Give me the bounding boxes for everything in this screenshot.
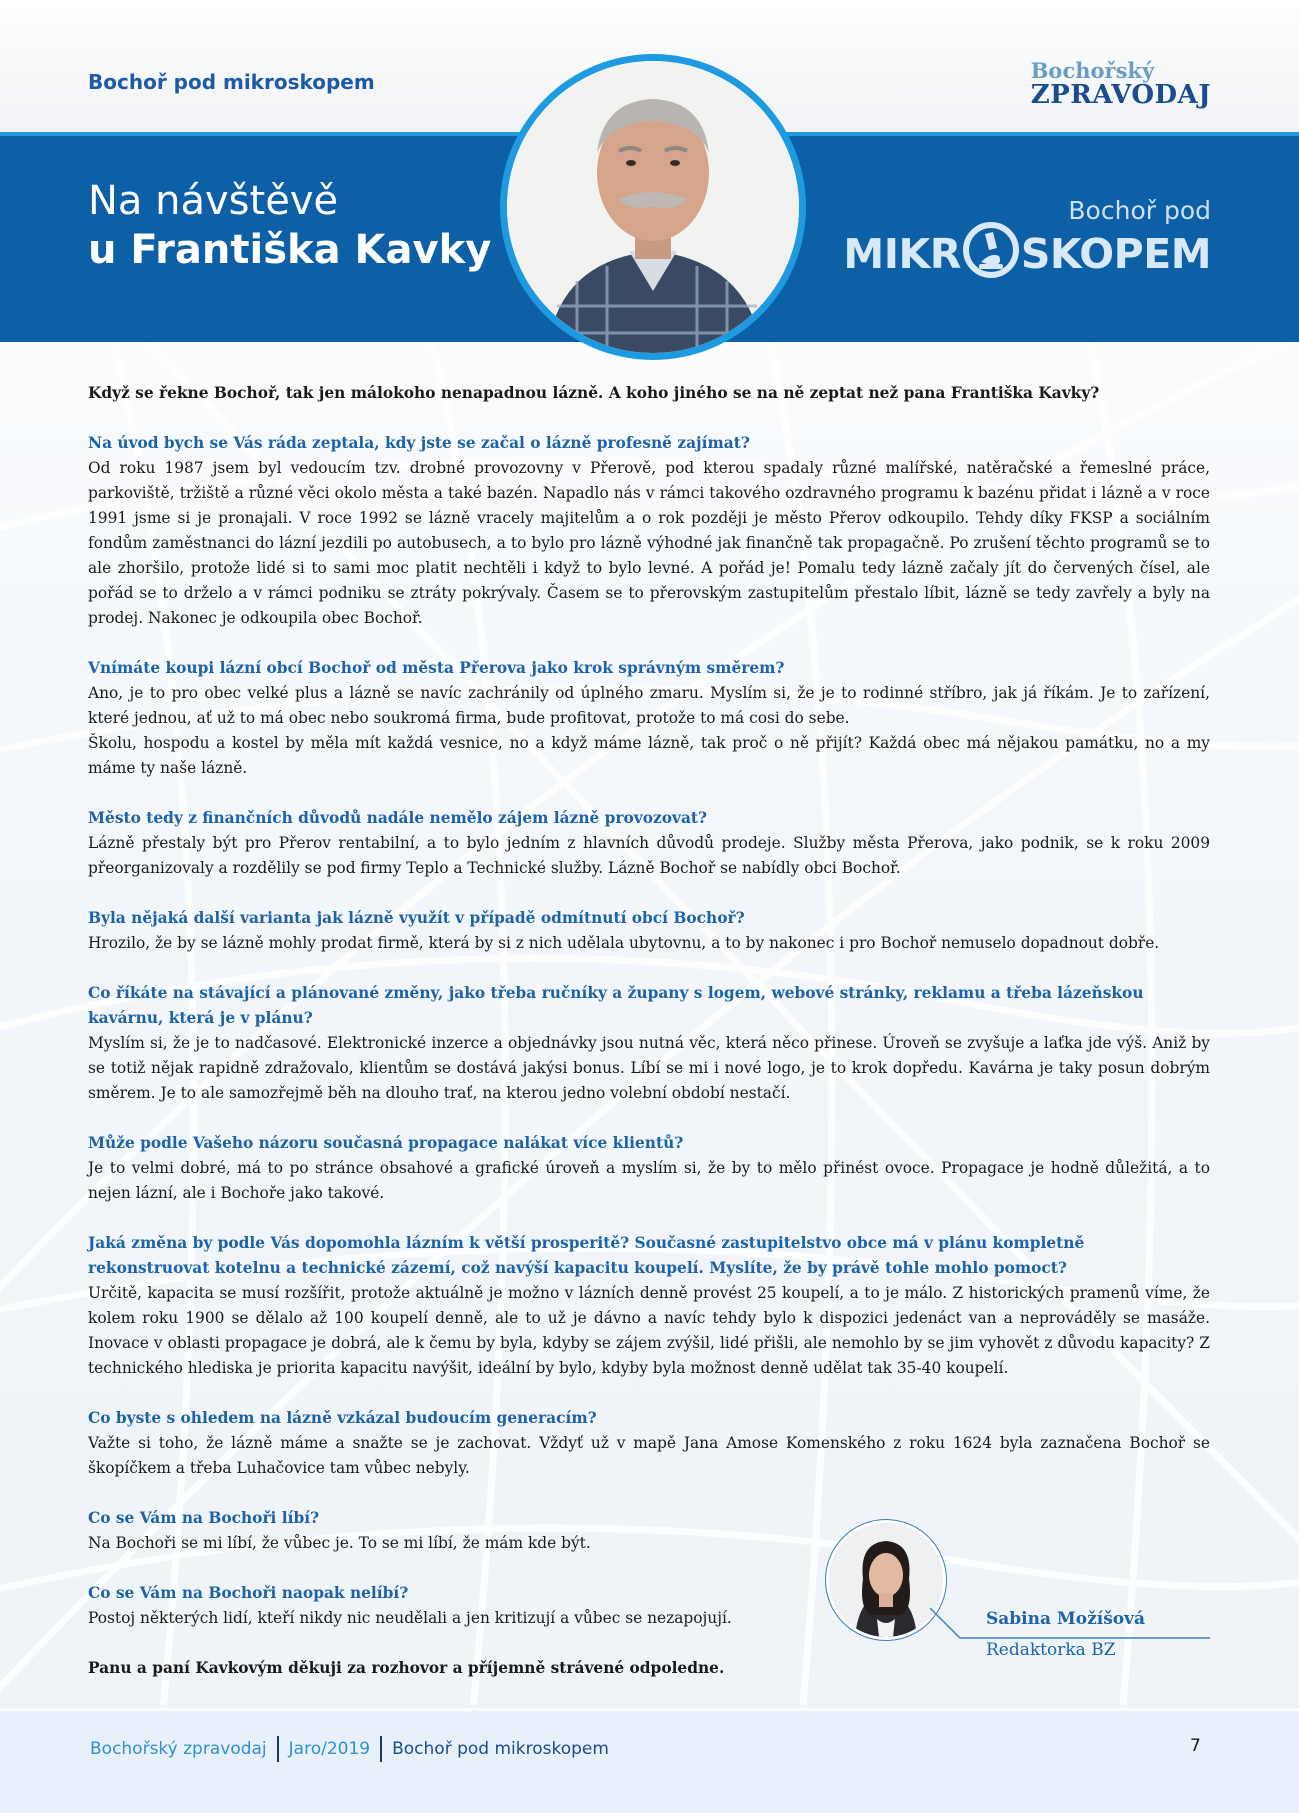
microscope-icon	[963, 222, 1019, 278]
qa-list	[88, 431, 1210, 1656]
interview-answer: Hrozilo, že by se lázně mohly prodat firmě, která by si z nich udělala ubytovnu, a to by nakonec i pro Bochoř nemuselo dopadnout dobře.	[88, 934, 1160, 952]
interview-question: Co se Vám na Bochoři líbí?	[88, 1509, 320, 1527]
article-headline	[88, 178, 491, 276]
footer-info	[90, 1736, 609, 1762]
footer-issue: Jaro/2019	[288, 1739, 371, 1759]
interview-question: Město tedy z finančních důvodů nadále nemělo zájem lázně provozovat?	[88, 809, 708, 827]
series-logo-left: MIKR	[843, 230, 961, 278]
interview-answer: Postoj některých lidí, kteří nikdy nic neudělali a jen kritizují a vůbec se nezapojují.	[88, 1609, 732, 1627]
portrait-illustration	[507, 61, 799, 353]
article-closing: Panu a paní Kavkovým děkuji za rozhovor a příjemně strávené odpoledne.	[88, 1659, 725, 1677]
interview-answer: Važte si toho, že lázně máme a snažte se je zachovat. Vždyť už v mapě Jana Amose Komenského z roku 1624 byla zaznačena Bochoř se škopíčkem a třeba Luhačovice tam vůbec nebyly.	[88, 1434, 1210, 1477]
editor-name: Sabina Možíšová	[986, 1609, 1146, 1629]
article-body	[88, 381, 1210, 1681]
interview-question: Co se Vám na Bochoři naopak nelíbí?	[88, 1584, 409, 1602]
interview-answer: Lázně přestaly být pro Přerov rentabilní, a to bylo jedním z hlavních důvodů prodeje. Služby města Přerova, jako podnik, se k roku 2009 přeorganizovaly a rozdělily se pod firmy Teplo a Technické služby. Lázně Bochoř se nabídly obci Bochoř.	[88, 834, 1210, 877]
publication-logo-line2: ZPRAVODAJ	[1030, 80, 1211, 110]
headline-line2: u Františka Kavky	[88, 227, 492, 273]
editor-role: Redaktorka BZ	[986, 1640, 1116, 1660]
page-number: 7	[1190, 1736, 1201, 1756]
interview-answer: Na Bochoři se mi líbí, že vůbec je. To se mi líbí, že mám kde být.	[88, 1534, 591, 1552]
footer-separator	[380, 1736, 382, 1762]
interview-answer: Myslím si, že je to nadčasové. Elektronické inzerce a objednávky jsou nutná věc, která něco přinese. Úroveň se zvyšuje a laťka jde výš. Aniž by se totiž nějak rapidně zdražovalo, klientům se dostává jakýsi bonus. Líbí se mi i nové logo, je to krok dopředu. Kavárna je taky posun dobrým směrem. Je to ale samozřejmě běh na dlouho trať, na kterou jedno volební období nestačí.	[88, 1034, 1210, 1102]
footer-separator	[277, 1736, 279, 1762]
series-logo-pre: Bochoř pod	[1068, 196, 1211, 225]
section-label: Bochoř pod mikroskopem	[88, 70, 375, 94]
publication-logo	[1031, 60, 1211, 108]
interview-question: Co byste s ohledem na lázně vzkázal budoucím generacím?	[88, 1409, 597, 1427]
headline-line1: Na návštěvě	[88, 178, 339, 224]
interview-question: Co říkáte na stávající a plánované změny, jako třeba ručníky a župany s logem, webové stránky, reklamu a třeba lázeňskou kavárnu, která je v plánu?	[88, 984, 1144, 1027]
interview-answer: Určitě, kapacita se musí rozšířit, protože aktuálně je možno v lázních denně provést 25 koupelí, a to je málo. Z historických pramenů víme, že kolem roku 1900 se dělalo až 100 koupelí denně, ale to už je dávno a navíc tehdy bylo k dispozici jedenáct van a neprováděly se masáže. Inovace v oblasti propagace je dobrá, ale k čemu by byla, kdyby se zájem zvýšil, lidé přišli, ale nemohlo by se jim vyhovět z důvodu kapacity? Z technického hlediska je priorita kapacitu navýšit, ideální by bylo, kdyby byla možnost denně udělat tak 35-40 koupelí.	[88, 1284, 1210, 1377]
series-logo	[843, 196, 1211, 282]
footer-publication: Bochořský zpravodaj	[90, 1739, 267, 1759]
series-logo-right: SKOPEM	[1020, 230, 1211, 278]
publication-logo-line1: Bochořský	[1030, 58, 1155, 83]
interviewee-portrait	[507, 61, 799, 353]
interview-answer: Školu, hospodu a kostel by měla mít každá vesnice, no a když máme lázně, tak proč o ně přijít? Každá obec má nějakou památku, no a my máme ty naše lázně.	[88, 734, 1210, 777]
interview-question: Byla nějaká další varianta jak lázně využít v případě odmítnutí obcí Bochoř?	[88, 909, 745, 927]
editor-illustration	[829, 1523, 943, 1637]
interview-question: Na úvod bych se Vás ráda zeptala, kdy jste se začal o lázně profesně zajímat?	[88, 434, 750, 452]
interview-question: Může podle Vašeho názoru současná propagace nalákat více klientů?	[88, 1134, 684, 1152]
footer-section: Bochoř pod mikroskopem	[392, 1739, 609, 1759]
interview-answer: Ano, je to pro obec velké plus a lázně se navíc zachránily od úplného zmaru. Myslím si, že je to rodinné stříbro, jak já říkám. Je to zařízení, které jednou, ať už to má obec nebo soukromá firma, bude profitovat, protože to má cosi do sebe.	[88, 684, 1210, 727]
interview-answer: Je to velmi dobré, má to po stránce obsahové a grafické úroveň a myslím si, že by to mělo přinést ovoce. Propagace je hodně důležitá, a to nejen lázní, ale i Bochoře jako takové.	[88, 1159, 1210, 1202]
interview-question: Vnímáte koupi lázní obcí Bochoř od města Přerova jako krok správným směrem?	[88, 659, 785, 677]
interview-question: Jaká změna by podle Vás dopomohla lázním k větší prosperitě? Současné zastupitelstvo obce má v plánu kompletně rekonstruovat kotelnu a technické zázemí, což navýší kapacitu koupelí. Myslíte, že by právě tohle mohlo pomoct?	[88, 1234, 1085, 1277]
article-intro: Když se řekne Bochoř, tak jen málokoho nenapadnou lázně. A koho jiného se na ně zeptat než pana Františka Kavky?	[88, 384, 1100, 402]
interview-answer: Od roku 1987 jsem byl vedoucím tzv. drobné provozovny v Přerově, pod kterou spadaly různé malířské, natěračské a řemeslné práce, parkoviště, tržiště a různé věci okolo města a také bazén. Napadlo nás v rámci takového ozdravného programu k bazénu přidat i lázně a v roce 1991 jsme si je pronajali. V roce 1992 se lázně vracely majitelům a o rok později je město Přerov odkoupilo. Tehdy díky FKSP a sociálním fondům zaměstnanci do lázní jezdili po autobusech, a to bylo pro lázně výhodné jak finančně tak propagačně. Po zrušení těchto programů se to ale zhoršilo, protože lidé si to sami moc platit nechtěli i když to bylo levné. A pořád je! Pomalu tedy lázně začaly jít do červených čísel, ale pořád se to drželo a v rámci podniku se ztráty pokrývaly. Časem se to přerovským zastupitelům přestalo líbit, lázně se tedy zavřely a byly na prodej. Nakonec je odkoupila obec Bochoř.	[88, 459, 1210, 627]
editor-photo	[829, 1523, 943, 1637]
